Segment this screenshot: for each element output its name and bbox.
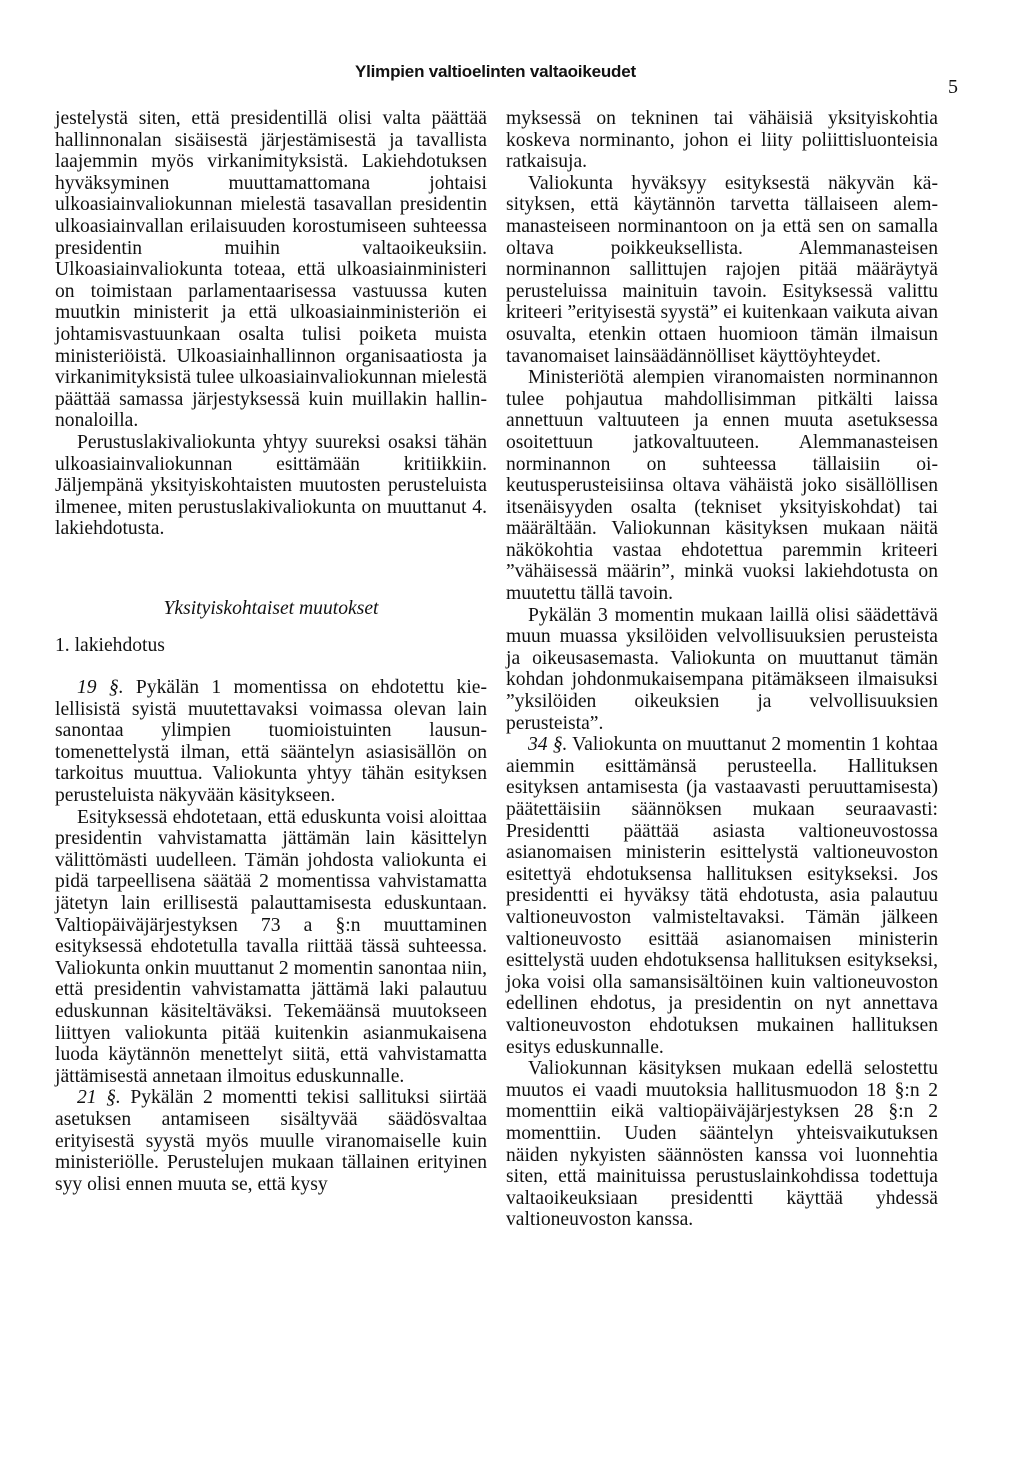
section-number: 19 §. <box>77 677 124 699</box>
paragraph <box>55 1087 487 1195</box>
paragraph-text: Pykälän 2 momentti tekisi sallituksi siirtää asetuksen antamiseen sisältyvää säädösvaltaa erityisestä syystä myös muulle viranomaiselle kuin ministeriölle. Perustelujen mukaan tällainen erityinen syy olisi ennen muuta se, että kysy <box>55 1087 488 1195</box>
section-heading: Yksityiskohtaiset muutokset <box>163 597 379 619</box>
paragraph-text: Valiokunta on muuttanut 2 momentin 1 kohtaa aiemmin esittämänsä perusteella. Hallituksen esityksen antamisesta (ja vastaavasti peruuttamisesta) päätettäisiin säännöksen mukaan seuraavasti: Presidentti päättää asiasta valtioneuvostossa asianomaisen ministerin esittelystä valtioneuvoston esitettyä ehdotuksensa hallituksen esitykseksi. Jos presidentti ei hyväksy tätä ehdotusta, asia palautuu valtioneuvoston valmisteltavaksi. Tämän jälkeen valtioneuvosto esittää asianomaisen ministerin esittelystä uuden ehdotuksensa hallituksen esitykseksi, joka voisi olla samansisältöinen kuin valtioneuvoston edellinen ehdotus, ja presidentin on nyt annettava valtioneuvoston ehdotuksen mukainen hallituksen esitys eduskunnalle. <box>506 734 939 1058</box>
paragraph-text: Pykälän 1 momentissa on ehdotettu kielellisistä syistä muutettavaksi voimassa olevan lain sanontaa ylimpien tuomioistuinten lausuntomenettelystä ilman, että sääntelyn asiasisällön on tarkoitus muuttua. Valiokunta yhtyy tähän esityksen perusteluista näkyvään käsitykseen. <box>55 677 487 807</box>
paragraph: Esityksessä ehdotetaan, että eduskunta voisi aloittaa presidentin vahvistamatta jättämän lain käsittelyn välittömästi uudelleen. Tämän johdosta valiokunta ei pidä tarpeellisena säätää 2 momentissa vahvistamatta jätetyn lain erillisestä palauttamisesta eduskuntaan. Valtiopäiväjärjestyksen 73 a §:n muuttaminen esityksessä ehdotetulla tavalla riittää tässä suhteessa. Valiokunta onkin muuttanut 2 momentin sanontaa niin, että presidentin vahvistamatta jättämä laki palautuu eduskunnan käsiteltäväksi. Tekemäänsä muutokseen liittyen valiokunta pitää kuitenkin asianmukaisena luoda käytännön menettelyt siitä, että vahvistamatta jättämisestä annetaan ilmoitus eduskunnalle. <box>55 806 487 1087</box>
paragraph: jestelystä siten, että presidentillä olisi valta päättää hallinnonalan sisäisestä järjestämisestä ja tavallista laajemmin myös virkanimityksistä. Lakiehdotuksen hyväksyminen muuttamattomana johtaisi ulkoasiainvaliokunnan mielestä tasavallan presidentin ulkoasiainvallan erilaisuuden korostumiseen suhteessa presidentin muihin valtaoikeuksiin. Ulkoasiainvaliokunta toteaa, että ulkoasiainministeri on toimistaan parlamentaarisessa vastuussa kuten muutkin ministerit ja että ulkoasiainministeriön ei johtamisvastuunkaan osalta tulisi poiketa muista ministeriöistä. Ulkoasiainhallinnon organisaatiosta ja virkanimityksistä tulee ulkoasiainvaliokunnan mielestä päättää samassa järjestyksessä kuin muillakin hallinnonaloilla. <box>55 108 487 432</box>
page-number: 5 <box>948 76 958 98</box>
paragraph: Perustuslakivaliokunta yhtyy suureksi osaksi tähän ulkoasiainvaliokunnan esittämään kritiikkiin. Jäljempänä yksityiskohtaisten muutosten perusteluista ilmenee, miten perustuslakivaliokunta on muuttanut 4. lakiehdotusta. <box>55 431 487 540</box>
section-number: 34 §. <box>528 734 568 756</box>
paragraph <box>55 677 487 807</box>
paragraph <box>506 734 938 1058</box>
paragraph: myksessä on tekninen tai vähäisiä yksityiskohtia koskeva norminanto, johon ei liity poliittisluonteisia ratkaisuja. <box>506 108 938 173</box>
running-head-title: Ylimpien valtioelinten valtaoikeudet <box>355 62 636 81</box>
right-column <box>506 108 938 1231</box>
law-heading: 1. lakiehdotus <box>55 635 165 657</box>
paragraph: Valiokunta hyväksyy esityksestä näkyvän käsityksen, että käytännön tarvetta tällaiseen alemmanasteiseen norminantoon on ja että sen on samalla oltava poikkeuksellista. Alemmanasteisen norminannon sallittujen rajojen pitää määräytyä perusteluissa mainituin tavoin. Esityksessä valittu kriteeri ”erityisestä syystä” ei kuitenkaan vaikuta aivan osuvalta, etenkin ottaen huomioon tämän ilmaisun tavanomaiset lainsäädännölliset käyttöyhteydet. <box>506 172 938 367</box>
section-number: 21 §. <box>77 1087 121 1109</box>
paragraph: Ministeriötä alempien viranomaisten norminannon tulee pohjautua mahdollisimman pitkälti laissa annettuun valtuuteen ja ennen muuta asetuksessa osoitettuun jatkovaltuuteen. Alemmanasteisen norminannon on suhteessa tällaisiin oikeutusperusteisiinsa oltava vähäistä joko sisällöllisen itsenäisyyden osalta (tekniset yksityiskohdat) tai määrältään. Valiokunnan käsityksen mukaan näitä näkökohtia vastaa ehdotettua paremmin kriteeri ”vähäisessä määrin”, minkä vuoksi lakiehdotusta on muutettu tällä tavoin. <box>506 367 938 605</box>
paragraph: Valiokunnan käsityksen mukaan edellä selostettu muutos ei vaadi muutoksia hallitusmuodon 18 §:n 2 momenttiin eikä valtiopäiväjärjestyksen 28 §:n 2 momenttiin. Uuden sääntelyn yhteisvaikutuksen näiden nykyisten säännösten kanssa voi luonnehtia siten, että mainituissa perustuslainkohdissa todettuja valtaoikeuksiaan presidentti käyttää yhdessä valtioneuvoston kanssa. <box>506 1058 938 1231</box>
left-column <box>55 108 487 1195</box>
paragraph: Pykälän 3 momentin mukaan laillä olisi säädettävä muun muassa yksilöiden velvollisuuksien perusteista ja oikeusasemasta. Valiokunta on muuttanut tämän kohdan johdonmukaisempana pitämäkseen ilmaisuksi ”yksilöiden oikeuksien ja velvollisuuksien perusteista”. <box>506 604 938 734</box>
